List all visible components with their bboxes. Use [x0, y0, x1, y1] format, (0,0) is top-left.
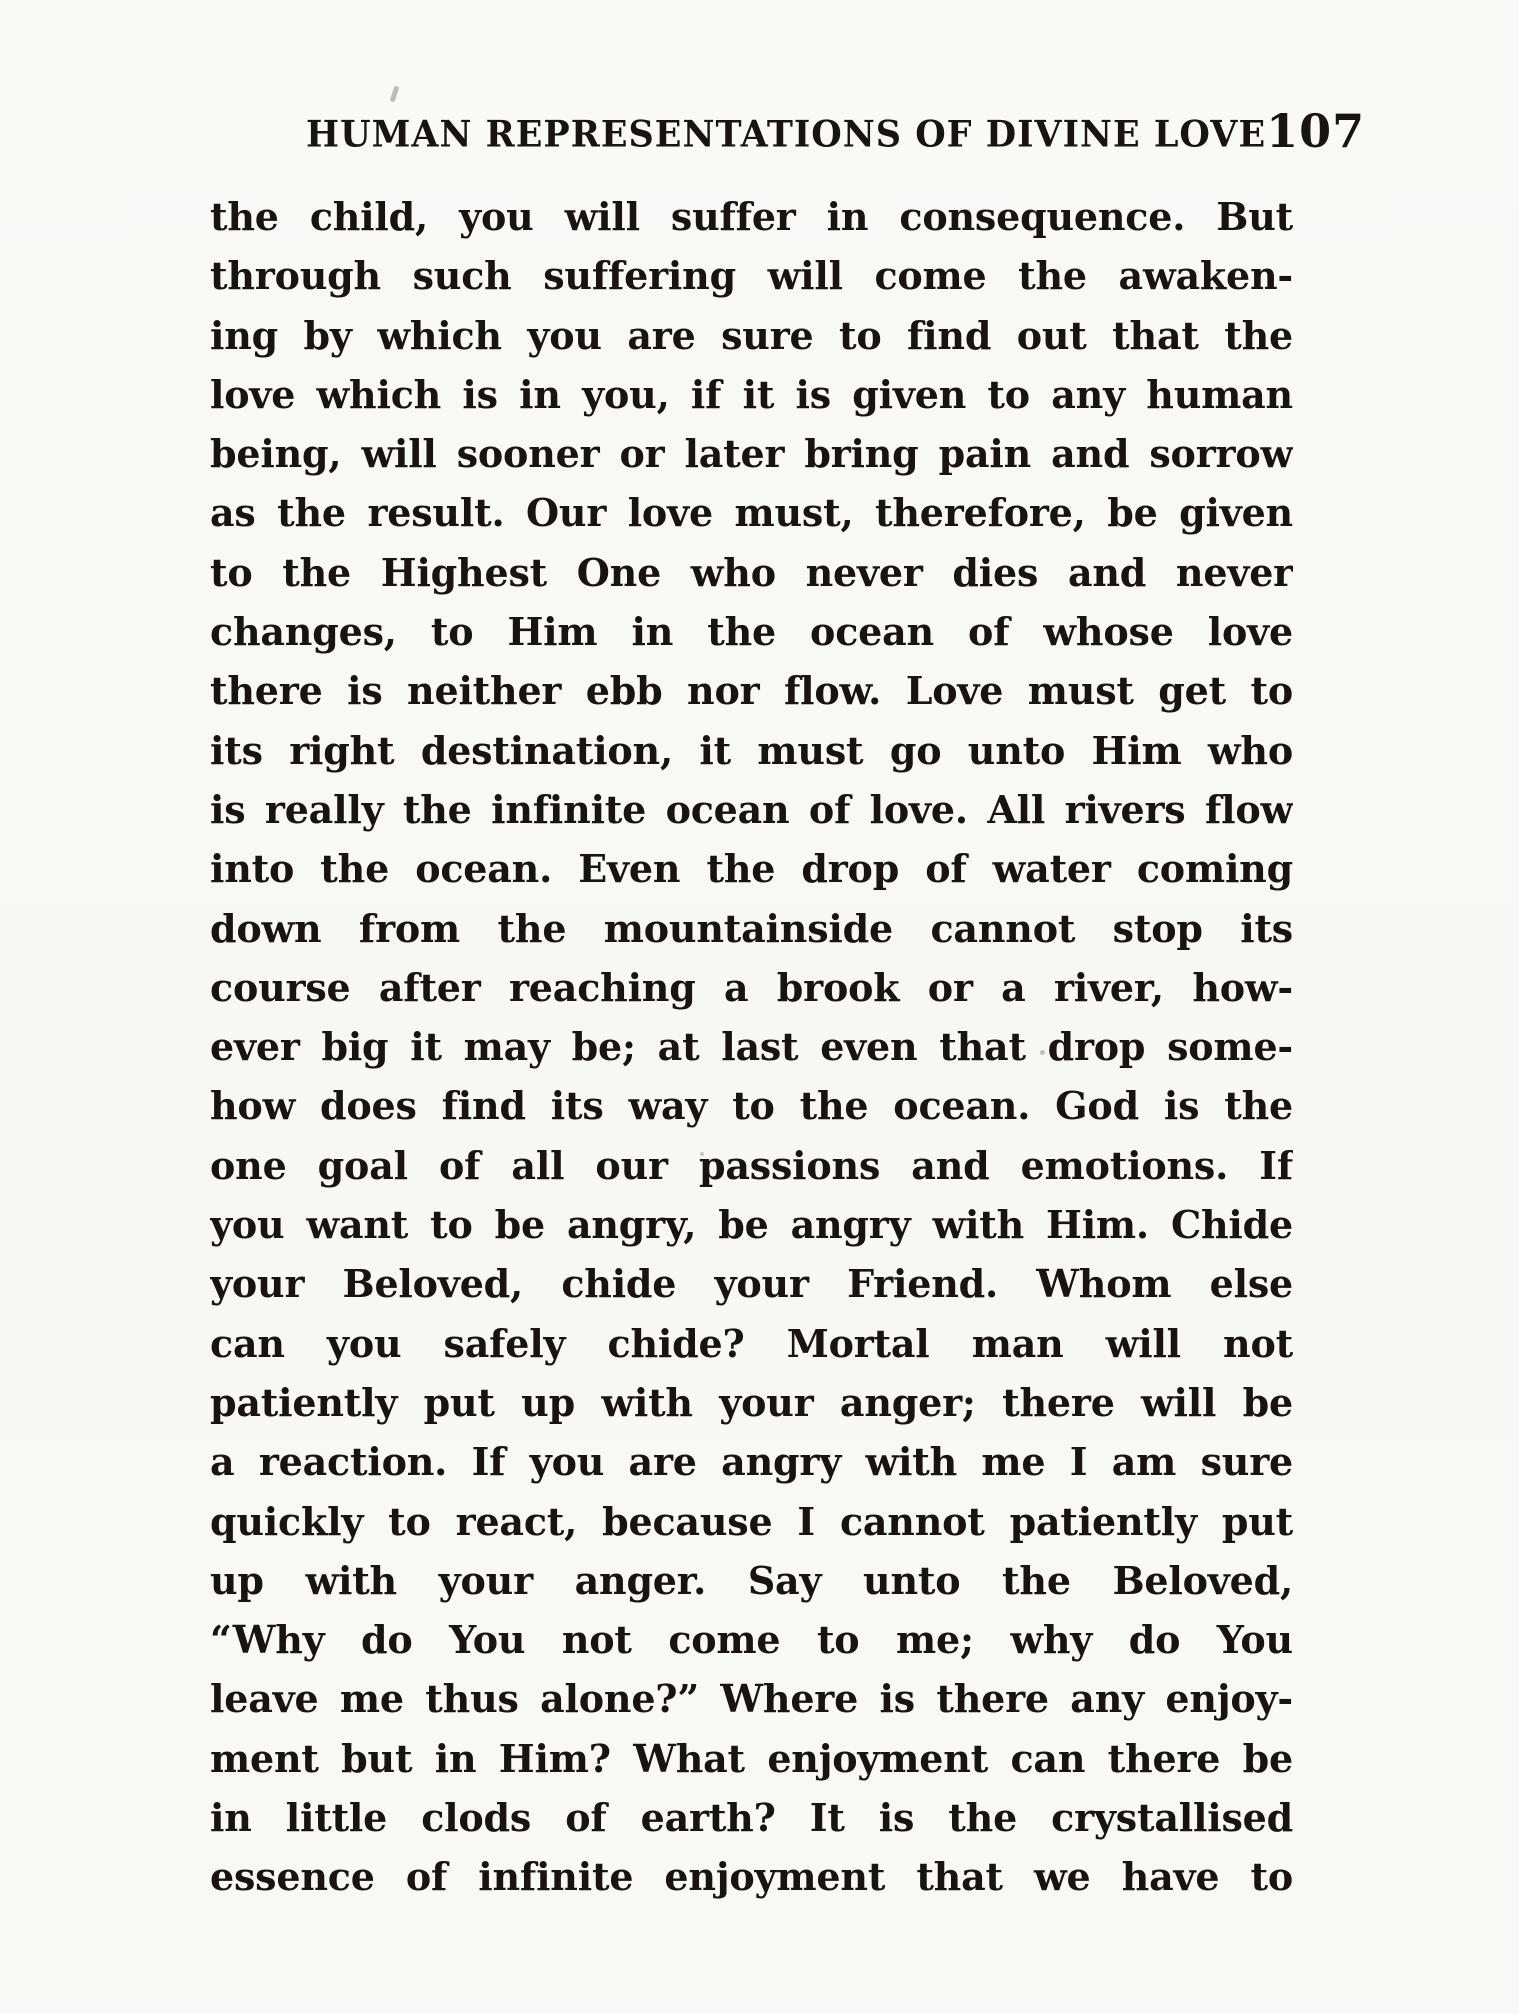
text-line: being, will sooner or later bring pain and sorrow — [210, 431, 1293, 477]
text-line: can you safely chide? Mortal man will not — [210, 1320, 1293, 1366]
text-line: how does find its way to the ocean. God is the — [210, 1083, 1293, 1129]
page-number: 107 — [1266, 104, 1366, 158]
text-line: down from the mountainside cannot stop its — [210, 905, 1293, 951]
text-line: ever big it may be; at last even that drop some- — [210, 1024, 1293, 1070]
text-line: ment but in Him? What enjoyment can there be — [210, 1735, 1293, 1781]
text-line: ing by which you are sure to find out that the — [210, 312, 1293, 358]
text-line: to the Highest One who never dies and never — [210, 549, 1293, 595]
text-line: the child, you will suffer in consequence. But — [210, 194, 1293, 239]
text-line: your Beloved, chide your Friend. Whom else — [210, 1261, 1293, 1307]
running-header — [306, 104, 1366, 158]
text-line: course after reaching a brook or a river, how- — [210, 964, 1293, 1010]
text-line: into the ocean. Even the drop of water coming — [210, 846, 1293, 892]
text-line: one goal of all our passions and emotions. If — [210, 1142, 1293, 1188]
text-line: in little clods of earth? It is the crystallised — [210, 1795, 1293, 1841]
body-text-block — [210, 187, 1293, 1907]
text-line: changes, to Him in the ocean of whose love — [210, 609, 1293, 655]
text-line: “Why do You not come to me; why do You — [210, 1617, 1293, 1663]
text-line: quickly to react, because I cannot patiently put — [210, 1498, 1293, 1544]
text-line: love which is in you, if it is given to any human — [210, 371, 1293, 417]
text-line: you want to be angry, be angry with Him. Chide — [210, 1202, 1293, 1248]
text-line: essence of infinite enjoyment that we have to — [210, 1854, 1293, 1900]
text-line: a reaction. If you are angry with me I am sure — [210, 1439, 1293, 1485]
text-line: as the result. Our love must, therefore, be given — [210, 490, 1293, 536]
scan-speck — [390, 86, 400, 103]
text-line: through such suffering will come the awaken- — [210, 253, 1293, 299]
text-line: its right destination, it must go unto Him who — [210, 727, 1293, 773]
text-line: patiently put up with your anger; there will be — [210, 1379, 1293, 1425]
text-line: there is neither ebb nor flow. Love must get to — [210, 668, 1293, 714]
text-line: up with your anger. Say unto the Beloved, — [210, 1557, 1293, 1603]
text-line: leave me thus alone?” Where is there any enjoy- — [210, 1676, 1293, 1722]
text-line: is really the infinite ocean of love. All rivers flow — [210, 786, 1293, 832]
running-header-title: HUMAN REPRESENTATIONS OF DIVINE LOVE — [306, 113, 1267, 156]
